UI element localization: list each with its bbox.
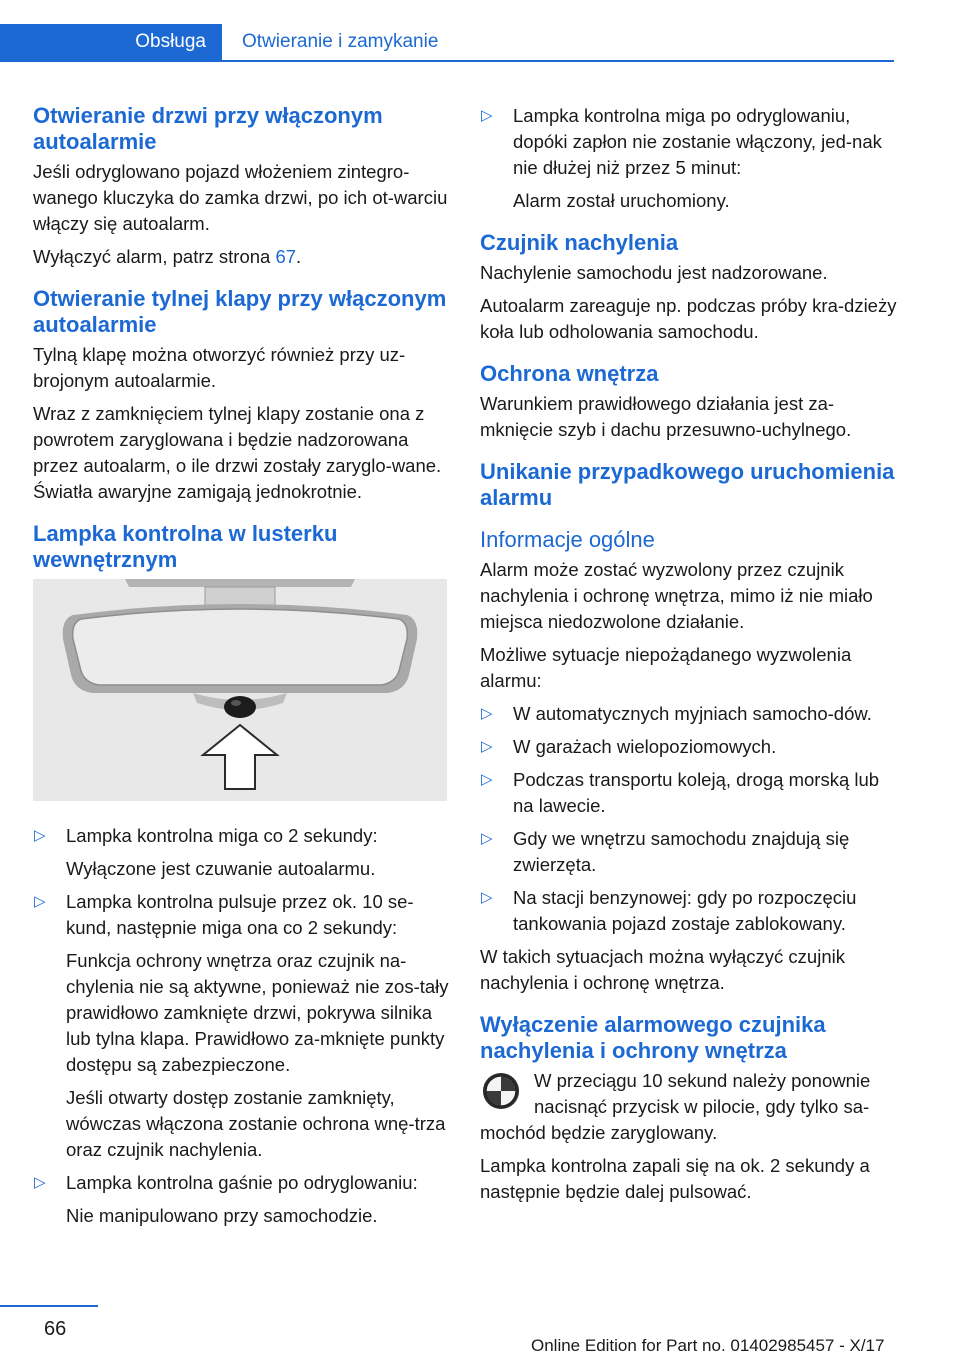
paragraph: W takich sytuacjach można wyłączyć czujnik nachylenia i ochronę wnętrza. (480, 946, 845, 993)
right-column (480, 103, 898, 1212)
chapter-tab: Otwieranie i zamykanie (242, 31, 439, 52)
triangle-bullet-icon: ▷ (34, 1174, 46, 1191)
list-item: ▷ Gdy we wnętrzu samochodu znajdują się zwierzęta. (481, 828, 850, 875)
edition-footer: Online Edition for Part no. 01402985457 - X/17 (531, 1336, 885, 1355)
heading-tailgate: Otwieranie tylnej klapy przy włączonym autoalarmie (33, 286, 447, 337)
triangle-bullet-icon: ▷ (481, 107, 493, 124)
page-link[interactable]: 67 (275, 246, 297, 267)
list-item: ▷ Podczas transportu koleją, drogą morską lub na lawecie. (481, 769, 880, 816)
subheading-general-info: Informacje ogólne (480, 527, 655, 552)
paragraph: Lampka kontrolna zapali się na ok. 2 sekundy a następnie będzie dalej pulsować. (480, 1155, 870, 1202)
heading-door-opening: Otwieranie drzwi przy włączonym autoalarmie (33, 103, 383, 154)
paragraph-with-icon: W przeciągu 10 sekund należy ponownie nacisnąć przycisk w pilocie, gdy tylko sa-mochód będzie zaryglowany. (480, 1070, 871, 1143)
list-item: ▷ Lampka kontrolna pulsuje przez ok. 10 se-kund, następnie miga ona co 2 sekundy: Funkcja ochrony wnętrza oraz czujnik na-chylenia nie są aktywne, ponieważ nie zos-tały prawidłowo zamknięte drzwi, pokrywa silnika lub tylna klapa. Prawidłowo za-mknięte punkty dostępu są zabezpieczone. Jeśli otwarty dostęp zostanie zamknięty, wówczas włączona zostanie ochrona wnę-trza oraz czujnik nachylenia. (34, 891, 449, 1160)
bmw-remote-key-icon (482, 1072, 520, 1110)
paragraph: Warunkiem prawidłowego działania jest za-mknięcie szyb i dachu przesuwno-uchylnego. (480, 393, 852, 440)
footer-divider (0, 1305, 98, 1307)
list-item: ▷ Lampka kontrolna gaśnie po odryglowaniu: Nie manipulowano przy samochodzie. (34, 1172, 418, 1226)
mirror-illustration (33, 579, 447, 801)
page-header (0, 0, 960, 62)
heading-disable-sensors: Wyłączenie alarmowego czujnika nachylenia i ochrony wnętrza (480, 1012, 826, 1063)
heading-tilt-sensor: Czujnik nachylenia (480, 230, 679, 255)
list-item: ▷ W garażach wielopoziomowych. (480, 734, 898, 760)
paragraph: Możliwe sytuacje niepożądanego wyzwolenia alarmu: (480, 644, 852, 691)
page-number: 66 (44, 1318, 67, 1340)
heading-interior-protection: Ochrona wnętrza (480, 361, 659, 386)
heading-avoid-false-alarm: Unikanie przypadkowego uruchomienia alarmu (480, 459, 895, 510)
list-item: ▷ W automatycznych myjniach samocho-dów. (480, 701, 898, 727)
triangle-bullet-icon: ▷ (481, 705, 493, 722)
paragraph: Wraz z zamknięciem tylnej klapy zostanie ona z powrotem zaryglowana i będzie nadzorowana przez autoalarm, o ile drzwi zostały zaryglo-wane. Światła awaryjne zamigają jednokrotnie. (33, 403, 442, 502)
section-tab-label: Obsługa (135, 31, 206, 52)
triangle-bullet-icon: ▷ (481, 738, 493, 755)
triangle-bullet-icon: ▷ (34, 893, 46, 910)
paragraph-with-link: Wyłączyć alarm, patrz strona 67. (33, 246, 302, 267)
section-tab-active (0, 24, 222, 62)
triangle-bullet-icon: ▷ (481, 889, 493, 906)
header-divider (222, 60, 894, 62)
paragraph: Autoalarm zareaguje np. podczas próby kra-dzieży koła lub odholowania samochodu. (480, 295, 897, 342)
heading-indicator-lamp: Lampka kontrolna w lusterku wewnętrznym (33, 521, 338, 572)
list-item: ▷ Lampka kontrolna miga co 2 sekundy: Wyłączone jest czuwanie autoalarmu. (34, 825, 378, 879)
paragraph: Nachylenie samochodu jest nadzorowane. (480, 262, 828, 283)
paragraph: Tylną klapę można otworzyć również przy uz-brojonym autoalarmie. (33, 344, 406, 391)
triangle-bullet-icon: ▷ (34, 827, 46, 844)
indicator-lamp (224, 696, 256, 718)
triangle-bullet-icon: ▷ (481, 771, 493, 788)
triangle-bullet-icon: ▷ (481, 830, 493, 847)
left-column (33, 103, 451, 1236)
paragraph: Jeśli odryglowano pojazd włożeniem zintegro-wanego kluczyka do zamka drzwi, po ich ot-warciu włączy się autoalarm. (33, 161, 448, 234)
list-item: ▷ Lampka kontrolna miga po odryglowaniu, dopóki zapłon nie zostanie włączony, jed-nak nie dłużej niż przez 5 minut: Alarm został uruchomiony. (481, 105, 882, 211)
paragraph: Alarm może zostać wyzwolony przez czujnik nachylenia i ochronę wnętrza, mimo iż nie miało miejsca niedozwolone działanie. (480, 559, 873, 632)
list-item: ▷ Na stacji benzynowej: gdy po rozpoczęciu tankowania pojazd zostaje zablokowany. (481, 887, 857, 934)
